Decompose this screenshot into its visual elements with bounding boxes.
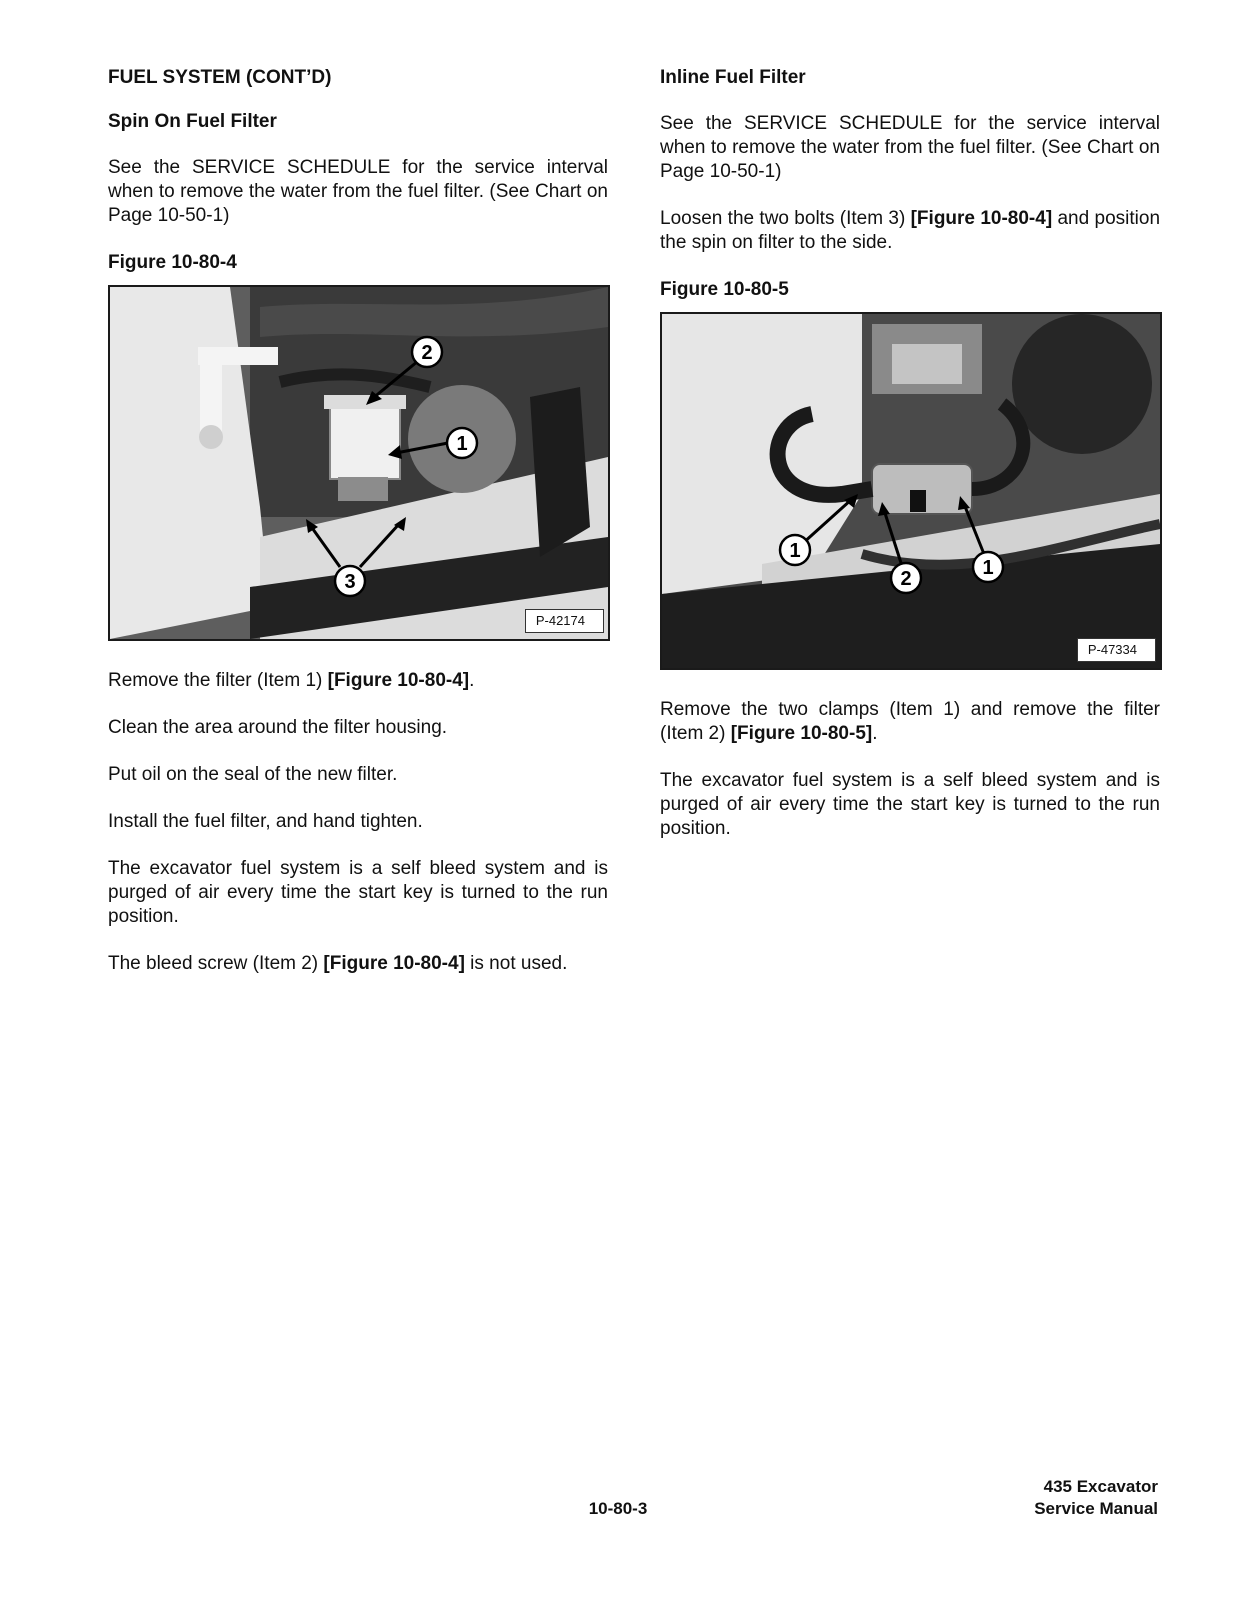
step-clean-area: Clean the area around the filter housing. — [108, 717, 448, 738]
step-oil-seal: Put oil on the seal of the new filter. — [108, 764, 398, 785]
manual-name: Service Manual — [1034, 1499, 1158, 1518]
step-install-filter: Install the fuel filter, and hand tighten. — [108, 811, 423, 832]
figure-label-10-80-5: Figure 10-80-5 — [660, 279, 789, 300]
left-column — [108, 66, 608, 999]
callout-2: 2 — [421, 342, 433, 364]
step-self-bleed-inline: The excavator fuel system is a self bleed system and is purged of air every time the start key is turned to the run position. — [660, 770, 1160, 839]
photo-id-p42174: P-42174 — [525, 609, 604, 633]
page-number: 10-80-3 — [588, 1499, 648, 1518]
right-column — [660, 66, 1160, 864]
step-loosen-bolts: Loosen the two bolts (Item 3) [Figure 10-80-4] and position the spin on filter to the side. — [660, 208, 1161, 253]
model-name: 435 Excavator — [1043, 1477, 1158, 1496]
inline-intro: See the SERVICE SCHEDULE for the service interval when to remove the water from the fuel filter. (See Chart on Page 10-50-1) — [660, 113, 1160, 182]
inline-filter-illustration — [662, 314, 1160, 668]
photo-id-p47334: P-47334 — [1077, 638, 1156, 662]
manual-title — [1034, 1476, 1158, 1520]
spin-on-filter-illustration — [110, 287, 608, 639]
callout-2: 2 — [900, 568, 912, 590]
figure-10-80-4-photo — [108, 285, 610, 641]
step-remove-clamps: Remove the two clamps (Item 1) and remove the filter (Item 2) [Figure 10-80-5]. — [660, 699, 1160, 744]
figure-10-80-5-photo — [660, 312, 1162, 670]
callout-1-left: 1 — [789, 540, 801, 562]
callout-3: 3 — [344, 571, 356, 593]
callout-1: 1 — [456, 433, 468, 455]
step-bleed-screw: The bleed screw (Item 2) [Figure 10-80-4] is not used. — [108, 953, 568, 974]
callout-1-right: 1 — [982, 557, 994, 579]
inline-filter-heading: Inline Fuel Filter — [660, 67, 806, 88]
step-self-bleed: The excavator fuel system is a self bleed system and is purged of air every time the start key is turned to the run position. — [108, 858, 608, 927]
step-remove-filter: Remove the filter (Item 1) [Figure 10-80-4]. — [108, 670, 475, 691]
spin-on-intro: See the SERVICE SCHEDULE for the service interval when to remove the water from the fuel filter. (See Chart on Page 10-50-1) — [108, 157, 608, 226]
section-title: FUEL SYSTEM (CONT’D) — [108, 67, 332, 88]
figure-label-10-80-4: Figure 10-80-4 — [108, 252, 237, 273]
spin-on-filter-heading: Spin On Fuel Filter — [108, 111, 277, 132]
